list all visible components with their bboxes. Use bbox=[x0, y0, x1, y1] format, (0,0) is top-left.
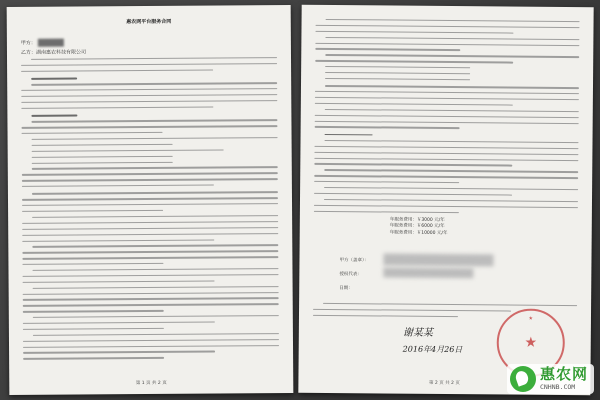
page-number: 第 1 页 共 2 页 bbox=[135, 380, 167, 387]
handwritten-date: 2016年4月26日 bbox=[402, 344, 463, 355]
party-b-line: 乙方：湖南惠农科技有限公司 bbox=[20, 49, 87, 56]
seal-text: ★ bbox=[528, 315, 534, 322]
party-a-label: 甲方： bbox=[20, 40, 36, 47]
leaf-logo-icon bbox=[510, 366, 536, 392]
fee-line-2-text: 年服务费用：￥6000 元/年 bbox=[389, 223, 445, 230]
fee-list bbox=[390, 218, 448, 237]
contract-page-2 bbox=[298, 5, 593, 396]
contract-title: 惠农网平台服务合同 bbox=[126, 18, 172, 26]
sign-label-date: 日期： bbox=[339, 286, 353, 292]
redacted-party-a bbox=[383, 253, 493, 266]
fee-line-3-text: 年服务费用：￥10000 元/年 bbox=[389, 230, 448, 236]
party-a-line bbox=[21, 38, 86, 55]
fee-line-3 bbox=[325, 78, 470, 81]
watermark-brand: 惠农网 bbox=[539, 365, 588, 384]
fee-line-1-text: 年服务费用：￥3000 元/年 bbox=[389, 217, 445, 223]
sign-label-party-a: 甲方（盖章）： bbox=[339, 258, 369, 264]
fee-line-1 bbox=[325, 66, 470, 69]
watermark-url: CNHNB.COM bbox=[539, 383, 576, 392]
contract-page-1 bbox=[7, 5, 294, 395]
fee-line-2 bbox=[325, 72, 470, 75]
site-watermark bbox=[507, 364, 594, 394]
seal-star-icon: ★ bbox=[524, 334, 538, 351]
page-number: 第 2 页 共 2 页 bbox=[428, 380, 460, 387]
sign-label-representative: 授权代表： bbox=[339, 272, 362, 278]
contract-body-text-right bbox=[314, 19, 580, 215]
contract-body-text-left bbox=[21, 57, 279, 369]
redacted-representative bbox=[383, 267, 473, 278]
party-a-name-redacted bbox=[38, 39, 64, 47]
handwritten-signature: 谢某某 bbox=[402, 327, 433, 339]
